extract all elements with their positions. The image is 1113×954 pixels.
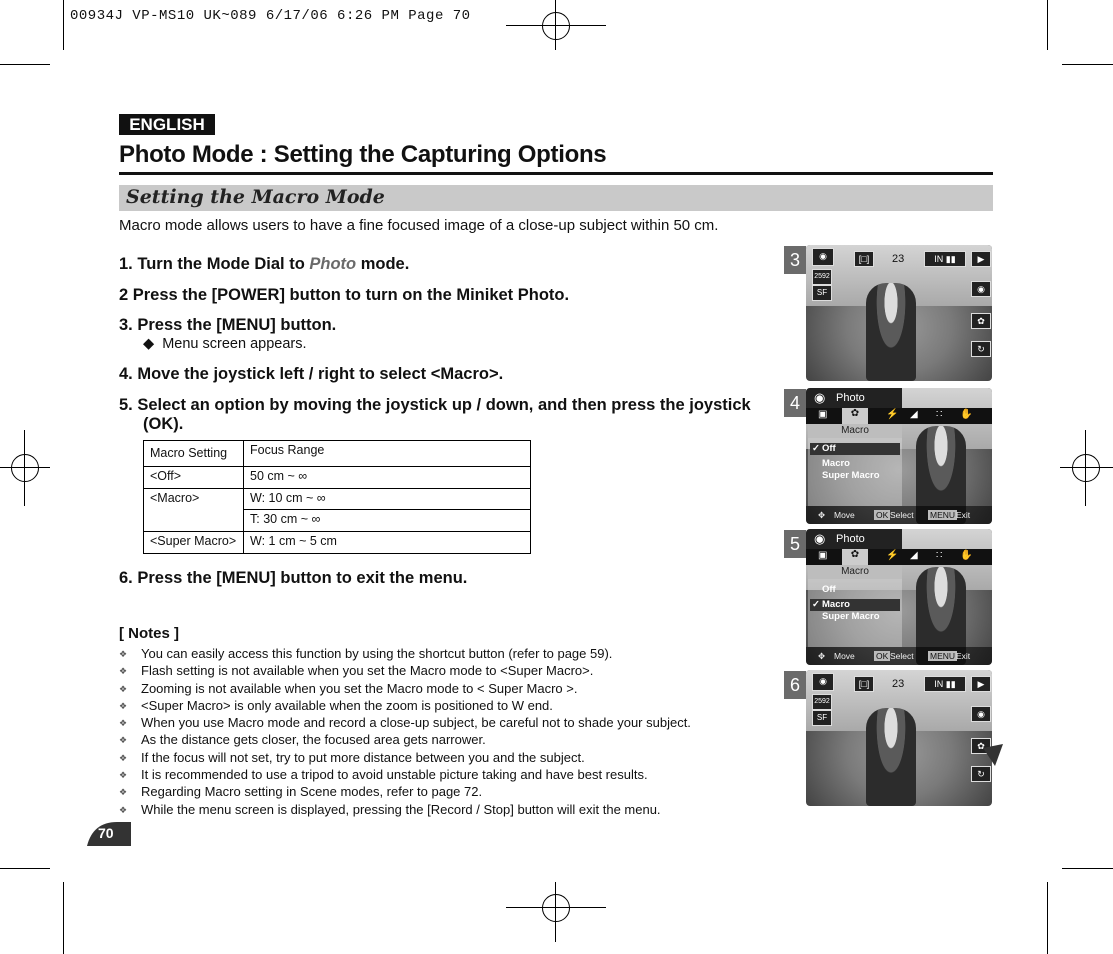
title-rule bbox=[119, 172, 993, 175]
option-label: Off bbox=[822, 443, 836, 454]
menu-option-super-macro[interactable]: Super Macro bbox=[822, 611, 880, 622]
option-label: Macro bbox=[822, 599, 850, 610]
stabilizer-icon: ✋ bbox=[960, 409, 973, 420]
crop-mark bbox=[1062, 64, 1113, 65]
footer-move: Move bbox=[834, 510, 855, 520]
menu-icon-strip bbox=[806, 549, 992, 565]
step-1: 1. Turn the Mode Dial to Photo mode. bbox=[119, 255, 410, 273]
menu-key: MENU bbox=[930, 651, 956, 661]
table-cell: 50 cm ~ ∞ bbox=[244, 467, 531, 489]
note-item: ❖ While the menu screen is displayed, pressing the [Record / Stop] button will exit the menu. bbox=[119, 801, 691, 818]
camera-icon: ◉ bbox=[814, 531, 826, 546]
eye-icon: ◉ bbox=[971, 281, 991, 297]
menu-footer bbox=[806, 506, 992, 524]
crop-mark bbox=[0, 64, 50, 65]
note-item: ❖ Zooming is not available when you set the Macro mode to < Super Macro >. bbox=[119, 680, 691, 697]
registration-mark bbox=[542, 12, 570, 40]
note-item: ❖ You can easily access this function by using the shortcut button (refer to page 59). bbox=[119, 645, 691, 662]
memory-battery-icon: IN ▮▮ bbox=[924, 676, 966, 692]
joystick-icon: ✥ bbox=[818, 510, 826, 520]
crop-mark bbox=[0, 868, 50, 869]
crop-mark bbox=[1047, 882, 1048, 954]
registration-line bbox=[1085, 430, 1086, 506]
mode-label: Photo bbox=[806, 529, 902, 549]
menu-footer bbox=[806, 647, 992, 665]
step-3-sub: ◆ Menu screen appears. bbox=[143, 336, 307, 352]
registration-line bbox=[506, 25, 606, 26]
table-cell: <Super Macro> bbox=[144, 532, 244, 554]
menu-title: Macro bbox=[808, 565, 902, 579]
note-item: ❖ <Super Macro> is only available when the zoom is positioned to W end. bbox=[119, 697, 691, 714]
table-header: Focus Range bbox=[244, 441, 531, 467]
screen-step-number: 6 bbox=[784, 671, 806, 699]
camera-screen-5 bbox=[806, 529, 992, 665]
resolution-badge: 2592 bbox=[812, 269, 832, 285]
crop-mark bbox=[1062, 868, 1113, 869]
table-cell: W: 1 cm ~ 5 cm bbox=[244, 532, 531, 554]
footer-move: Move bbox=[834, 651, 855, 661]
quality-badge: SF bbox=[812, 710, 832, 726]
exposure-icon: ◢ bbox=[910, 409, 918, 420]
menu-icon-strip bbox=[806, 408, 992, 424]
menu-title: Macro bbox=[808, 424, 902, 438]
screen-step-number: 4 bbox=[784, 389, 806, 417]
language-tab: ENGLISH bbox=[119, 114, 215, 135]
macro-flower-icon: ✿ bbox=[971, 313, 991, 329]
registration-mark bbox=[1072, 454, 1100, 482]
exposure-icon: ◢ bbox=[910, 550, 918, 561]
focus-frame-icon: [□] bbox=[854, 251, 874, 267]
subject-photo bbox=[866, 283, 916, 381]
footer-exit: Exit bbox=[956, 510, 971, 520]
crop-mark bbox=[63, 882, 64, 954]
note-item: ❖ When you use Macro mode and record a close-up subject, be careful not to shade your subject. bbox=[119, 714, 691, 731]
screen-step-number: 5 bbox=[784, 530, 806, 558]
subject-photo bbox=[866, 708, 916, 806]
step-5-line1: 5. Select an option by moving the joystick up / down, and then press the joystick bbox=[119, 396, 751, 414]
registration-mark bbox=[11, 454, 39, 482]
registration-line bbox=[0, 467, 50, 468]
flash-icon: ⚡ bbox=[886, 550, 899, 561]
table-cell: <Off> bbox=[144, 467, 244, 489]
focus-area-icon: ∷ bbox=[936, 409, 943, 420]
notes-heading: [ Notes ] bbox=[119, 625, 179, 642]
notes-list bbox=[119, 645, 691, 818]
step-5-line2: (OK). bbox=[143, 415, 184, 433]
camera-screen-4 bbox=[806, 388, 992, 524]
menu-option-macro[interactable] bbox=[810, 599, 900, 611]
section-title: Setting the Macro Mode bbox=[126, 186, 385, 208]
intro-text: Macro mode allows users to have a fine focused image of a close-up subject within 50 cm. bbox=[119, 217, 719, 234]
menu-option-off[interactable]: Off bbox=[822, 584, 836, 595]
macro-flower-icon: ✿ bbox=[971, 738, 991, 754]
macro-tab-icon: ✿ bbox=[842, 549, 868, 565]
registration-line bbox=[1060, 467, 1113, 468]
check-icon: ✓ bbox=[812, 599, 820, 610]
menu-option-off[interactable] bbox=[810, 443, 900, 455]
camera-icon: ◉ bbox=[814, 390, 826, 405]
table-cell: W: 10 cm ~ ∞ bbox=[244, 489, 531, 510]
note-item: ❖ As the distance gets closer, the focused area gets narrower. bbox=[119, 731, 691, 748]
timer-icon: ↻ bbox=[971, 766, 991, 782]
footer-select: Select bbox=[890, 651, 914, 661]
footer-exit: Exit bbox=[956, 651, 971, 661]
screen-step-number: 3 bbox=[784, 246, 806, 274]
table-header: Macro Setting bbox=[144, 441, 244, 467]
shot-count: 23 bbox=[892, 253, 905, 265]
menu-key: MENU bbox=[930, 510, 956, 520]
step-2: 2 Press the [POWER] button to turn on the Miniket Photo. bbox=[119, 286, 570, 304]
ok-key: OK bbox=[876, 651, 889, 661]
note-item: ❖ Regarding Macro setting in Scene modes, refer to page 72. bbox=[119, 783, 691, 800]
memory-battery-icon: IN ▮▮ bbox=[924, 251, 966, 267]
eye-icon: ◉ bbox=[971, 706, 991, 722]
camera-screen-3 bbox=[806, 245, 992, 381]
quality-badge: SF bbox=[812, 285, 832, 301]
check-icon: ✓ bbox=[812, 443, 820, 454]
registration-line bbox=[24, 430, 25, 506]
timer-icon: ↻ bbox=[971, 341, 991, 357]
step-4: 4. Move the joystick left / right to select <Macro>. bbox=[119, 365, 504, 383]
menu-option-super-macro[interactable]: Super Macro bbox=[822, 470, 880, 481]
pointer-arrow-icon bbox=[983, 744, 1003, 766]
footer-select: Select bbox=[890, 510, 914, 520]
bullet-diamond-icon: ◆ bbox=[143, 336, 155, 352]
playback-icon: ▶ bbox=[971, 676, 991, 692]
playback-icon: ▶ bbox=[971, 251, 991, 267]
focus-frame-icon: [□] bbox=[854, 676, 874, 692]
camera-icon: ◉ bbox=[812, 673, 834, 691]
table-cell: T: 30 cm ~ ∞ bbox=[244, 510, 531, 532]
self-timer-icon: ▣ bbox=[818, 550, 828, 561]
resolution-badge: 2592 bbox=[812, 694, 832, 710]
camera-icon: ◉ bbox=[812, 248, 834, 266]
macro-tab-icon: ✿ bbox=[842, 408, 868, 424]
table-cell: <Macro> bbox=[144, 489, 244, 532]
page-title: Photo Mode : Setting the Capturing Options bbox=[119, 141, 607, 168]
registration-line bbox=[506, 907, 606, 908]
menu-option-macro[interactable]: Macro bbox=[822, 458, 850, 469]
stabilizer-icon: ✋ bbox=[960, 550, 973, 561]
note-item: ❖ If the focus will not set, try to put more distance between you and the subject. bbox=[119, 749, 691, 766]
camera-screen-6 bbox=[806, 670, 992, 806]
registration-line bbox=[555, 882, 556, 942]
note-item: ❖ It is recommended to use a tripod to avoid unstable picture taking and have best results. bbox=[119, 766, 691, 783]
crop-mark bbox=[1047, 0, 1048, 50]
self-timer-icon: ▣ bbox=[818, 409, 828, 420]
shot-count: 23 bbox=[892, 678, 905, 690]
flash-icon: ⚡ bbox=[886, 409, 899, 420]
ok-key: OK bbox=[876, 510, 889, 520]
note-item: ❖ Flash setting is not available when you set the Macro mode to <Super Macro>. bbox=[119, 662, 691, 679]
step-3: 3. Press the [MENU] button. bbox=[119, 316, 337, 334]
macro-table bbox=[143, 440, 531, 554]
step-6: 6. Press the [MENU] button to exit the menu. bbox=[119, 569, 468, 587]
page-number: 70 bbox=[98, 825, 114, 841]
focus-area-icon: ∷ bbox=[936, 550, 943, 561]
crop-mark bbox=[63, 0, 64, 50]
registration-mark bbox=[542, 894, 570, 922]
mode-label: Photo bbox=[806, 388, 902, 408]
joystick-icon: ✥ bbox=[818, 651, 826, 661]
print-header: 00934J VP-MS10 UK~089 6/17/06 6:26 PM Page 70 bbox=[70, 8, 471, 24]
